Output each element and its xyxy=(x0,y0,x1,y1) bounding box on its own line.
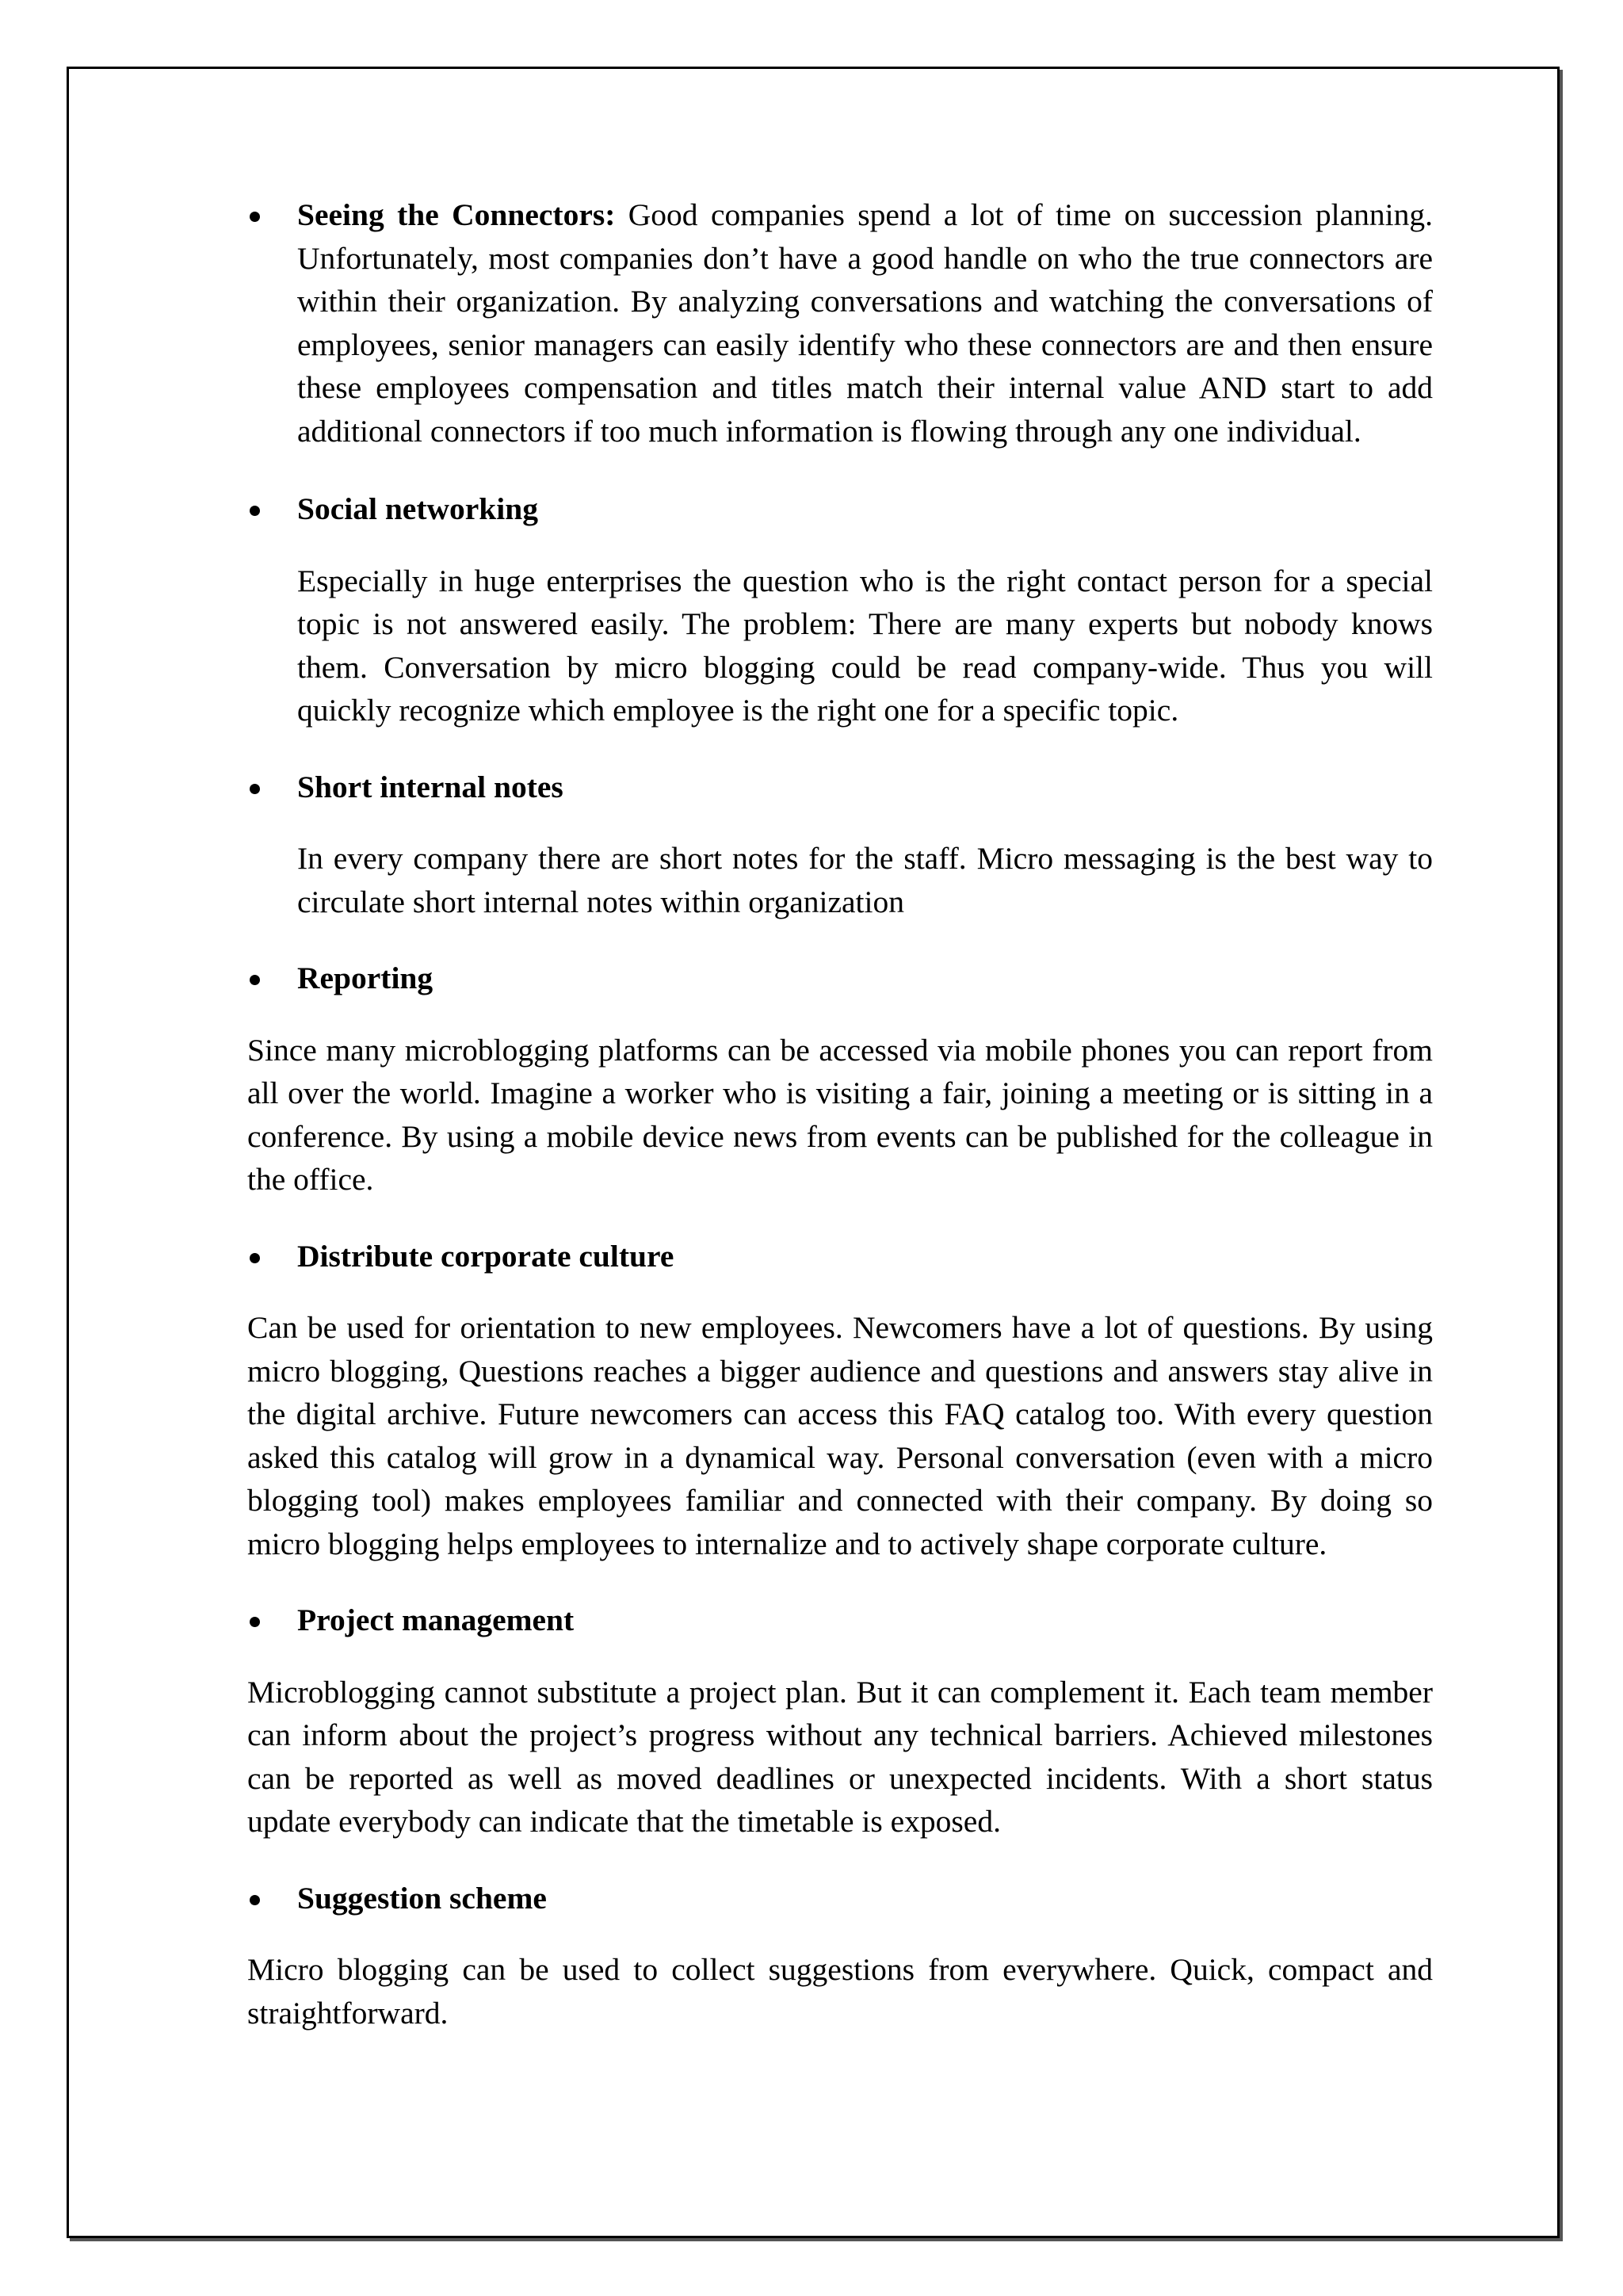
corporate-culture-paragraph: Can be used for orientation to new employees. Newcomers have a lot of questions. By using micro blogging, Questions reaches a bigger audience and questions and answers stay alive in the digital archive. Future newcomers can access this FAQ catalog too. With every question asked this catalog will grow in a dynamical way. Personal conversation (even with a micro blogging tool) makes employees familiar and connected with their company. By doing so micro blogging helps employees to internalize and to actively shape corporate culture. xyxy=(247,1310,1433,1561)
seeing-connectors-text: Good companies spend a lot of time on succession planning. Unfortunately, most companies don’t have a good handle on who the true connectors are within their organization. By analyzing conversations and watching the conversations of employees, senior managers can easily identify who these connectors are and then ensure these employees compensation and titles match their internal value AND start to add additional connectors if too much information is flowing through any one individual. xyxy=(297,197,1433,449)
suggestion-scheme-paragraph: Micro blogging can be used to collect suggestions from everywhere. Quick, compact and straightforward. xyxy=(247,1952,1433,2030)
bullet-item-reporting xyxy=(247,957,1433,1000)
bullet-item-suggestion-scheme xyxy=(247,1877,1433,1920)
bullet-item-project-management xyxy=(247,1599,1433,1642)
social-networking-heading: Social networking xyxy=(297,491,538,526)
bullet-item-short-internal-notes xyxy=(247,766,1433,809)
project-management-heading: Project management xyxy=(297,1603,575,1637)
short-internal-notes-heading: Short internal notes xyxy=(297,769,563,804)
reporting-paragraph: Since many microblogging platforms can be accessed via mobile phones you can report from all over the world. Imagine a worker who is visiting a fair, joining a meeting or is sitting in a conference. By using a mobile device news from events can be published for the colleague in the office. xyxy=(247,1032,1433,1197)
short-internal-notes-paragraph: In every company there are short notes for the staff. Micro messaging is the best way to circulate short internal notes within organization xyxy=(297,841,1433,919)
suggestion-scheme-heading: Suggestion scheme xyxy=(297,1880,547,1916)
seeing-connectors-label: Seeing the Connectors: xyxy=(297,197,616,232)
social-networking-paragraph: Especially in huge enterprises the question who is the right contact person for a special topic is not answered easily. The problem: There are many experts but nobody knows them. Conversation by micro blogging could be read company-wide. Thus you will quickly recognize which employee is the right one for a specific topic. xyxy=(297,563,1433,728)
bullet-item-seeing-connectors xyxy=(247,193,1433,453)
seeing-connectors-paragraph xyxy=(247,193,1433,453)
corporate-culture-heading: Distribute corporate culture xyxy=(297,1238,674,1274)
reporting-heading: Reporting xyxy=(297,961,433,995)
bullet-item-corporate-culture xyxy=(247,1235,1433,1278)
document-body xyxy=(247,193,1433,2034)
project-management-paragraph: Microblogging cannot substitute a project plan. But it can complement it. Each team member can inform about the project’s progress without any technical barriers. Achieved milestones can be reported as well as moved deadlines or unexpected incidents. With a short status update everybody can indicate that the timetable is exposed. xyxy=(247,1674,1433,1839)
bullet-item-social-networking xyxy=(247,487,1433,531)
